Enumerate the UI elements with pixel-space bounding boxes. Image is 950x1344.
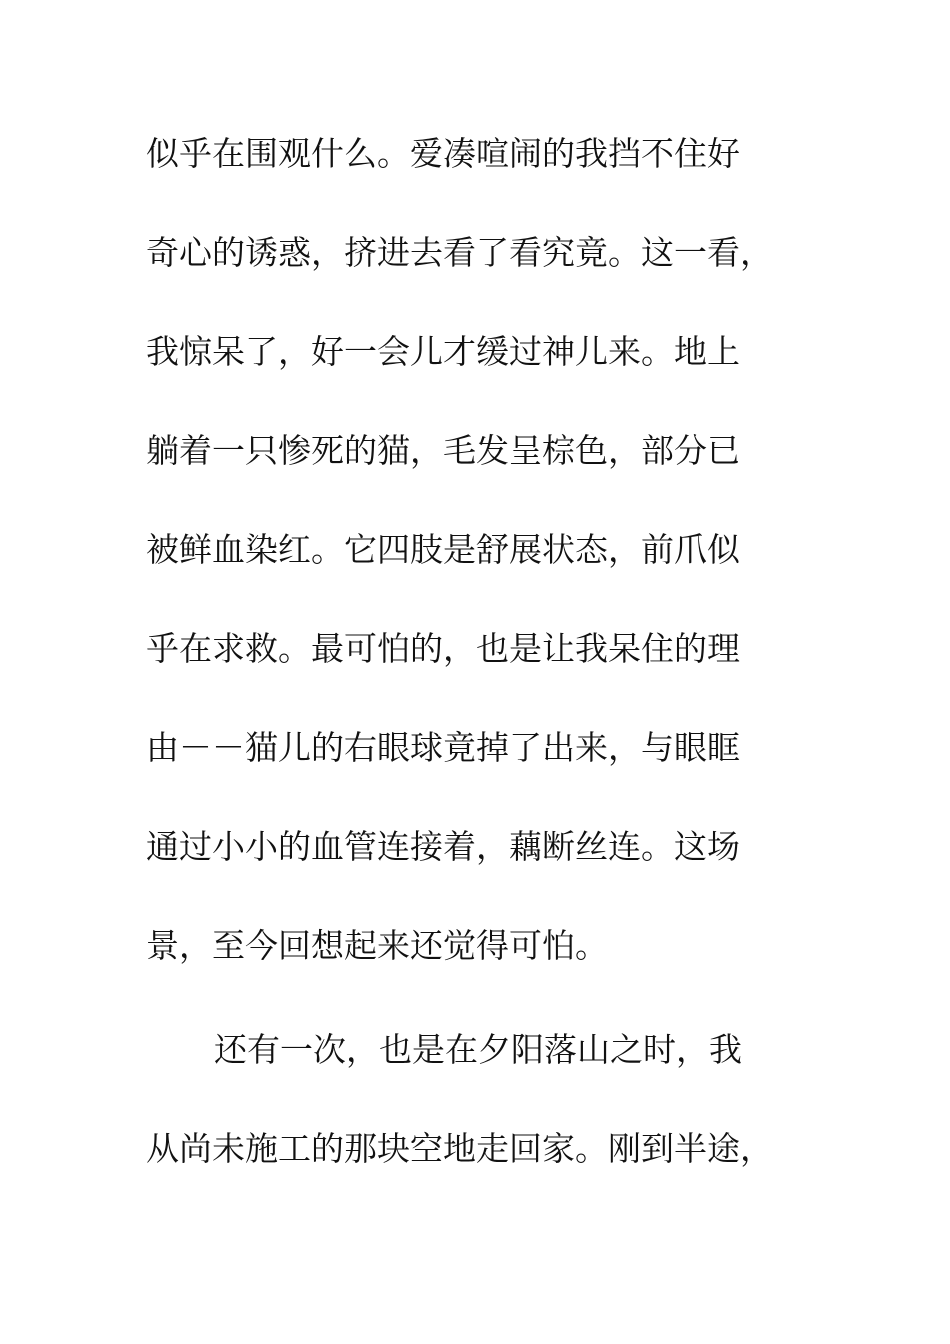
text-line: 乎在求救。最可怕的，也是让我呆住的理 xyxy=(146,629,740,668)
text-line: 躺着一只惨死的猫，毛发呈棕色，部分已 xyxy=(146,431,740,470)
text-line: 通过小小的血管连接着，藕断丝连。这场 xyxy=(146,827,740,866)
text-line: 景，至今回想起来还觉得可怕。 xyxy=(146,926,608,965)
text-line: 我惊呆了，好一会儿才缓过神儿来。地上 xyxy=(146,332,740,371)
paragraph-first-line: 还有一次，也是在夕阳落山之时，我 xyxy=(214,1030,742,1069)
text-line: 似乎在围观什么。爱凑喧闹的我挡不住好 xyxy=(146,134,740,173)
text-line: 奇心的诱惑，挤进去看了看究竟。这一看， xyxy=(146,233,773,272)
text-line: 从尚未施工的那块空地走回家。刚到半途， xyxy=(146,1129,773,1168)
text-line: 被鲜血染红。它四肢是舒展状态，前爪似 xyxy=(146,530,740,569)
text-line: 由－－猫儿的右眼球竟掉了出来，与眼眶 xyxy=(146,728,740,767)
